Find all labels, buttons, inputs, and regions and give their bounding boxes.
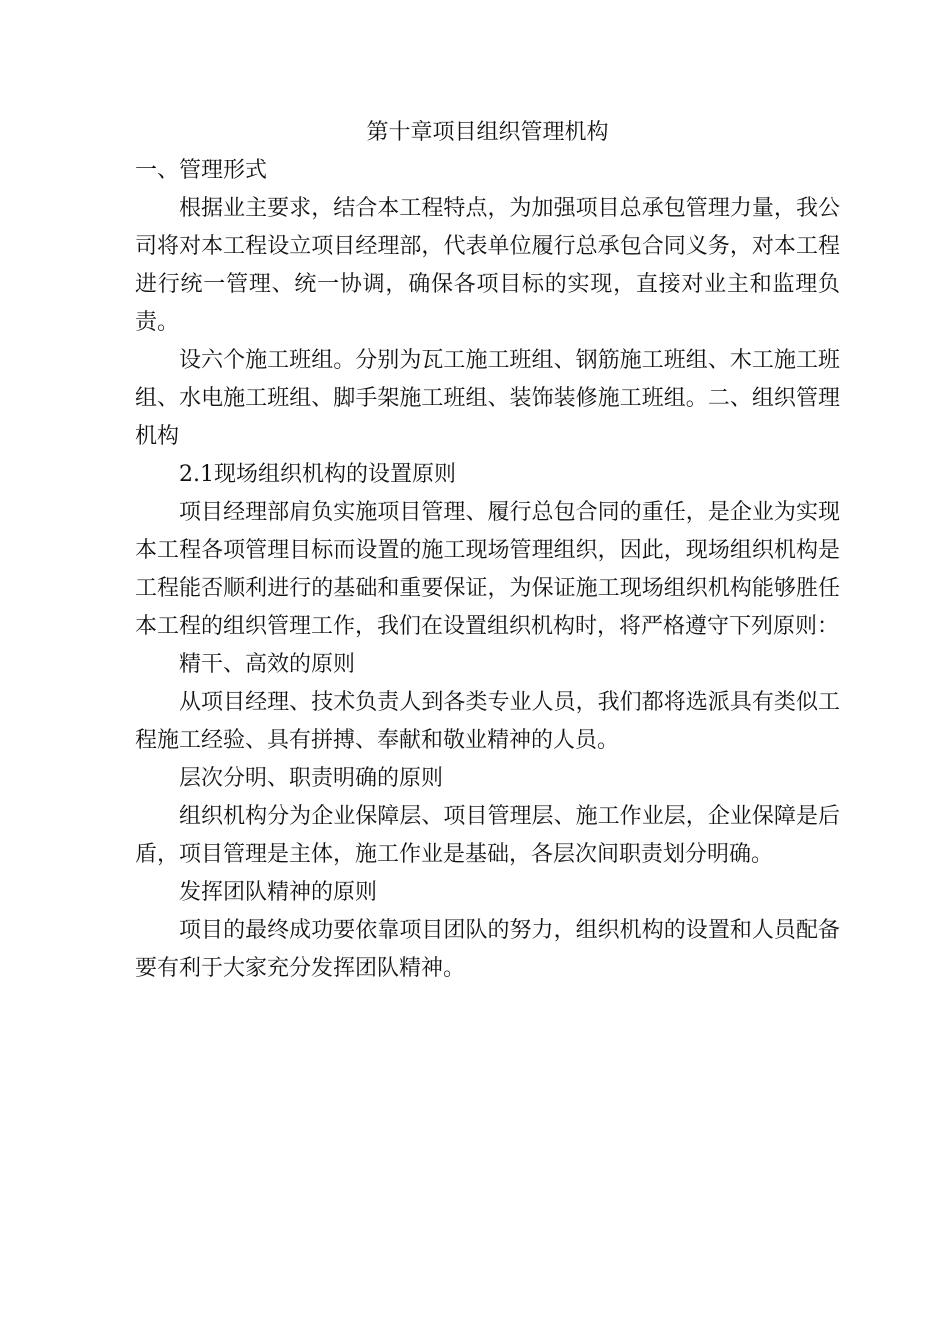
principle-heading-team-spirit: 发挥团队精神的原则 (179, 880, 378, 905)
document-title: 第十章项目组织管理机构 (366, 120, 609, 145)
document-page (135, 114, 840, 988)
section-heading-management-form: 一、管理形式 (135, 158, 268, 183)
paragraph-clear-levels: 组织机构分为企业保障层、项目管理层、施工作业层，企业保障是后盾，项目管理是主体，施工作业是基础，各层次间职责划分明确。 (135, 804, 840, 867)
paragraph-work-teams: 设六个施工班组。分别为瓦工施工班组、钢筋施工班组、木工施工班组、水电施工班组、脚手架施工班组、装饰装修施工班组。二、组织管理机构 (135, 348, 840, 449)
paragraph-lean-efficient: 从项目经理、技术负责人到各类专业人员，我们都将选派具有类似工程施工经验、具有拼搏、奉献和敬业精神的人员。 (135, 690, 840, 753)
paragraph-project-department: 项目经理部肩负实施项目管理、履行总包合同的重任，是企业为实现本工程各项管理目标而设置的施工现场管理组织，因此，现场组织机构是工程能否顺利进行的基础和重要保证，为保证施工现场组织机构能够胜任本工程的组织管理工作，我们在设置组织机构时，将严格遵守下列原则： (135, 500, 840, 639)
paragraph-team-spirit: 项目的最终成功要依靠项目团队的努力，组织机构的设置和人员配备要有利于大家充分发挥团队精神。 (135, 918, 840, 981)
subheading-setup-principles: 2.1现场组织机构的设置原则 (179, 462, 456, 487)
principle-heading-clear-levels: 层次分明、职责明确的原则 (179, 766, 444, 791)
principle-heading-lean-efficient: 精干、高效的原则 (179, 652, 356, 677)
paragraph-management-form: 根据业主要求，结合本工程特点，为加强项目总承包管理力量，我公司将对本工程设立项目经理部，代表单位履行总承包合同义务，对本工程进行统一管理、统一协调，确保各项目标的实现，直接对业主和监理负责。 (135, 196, 840, 335)
